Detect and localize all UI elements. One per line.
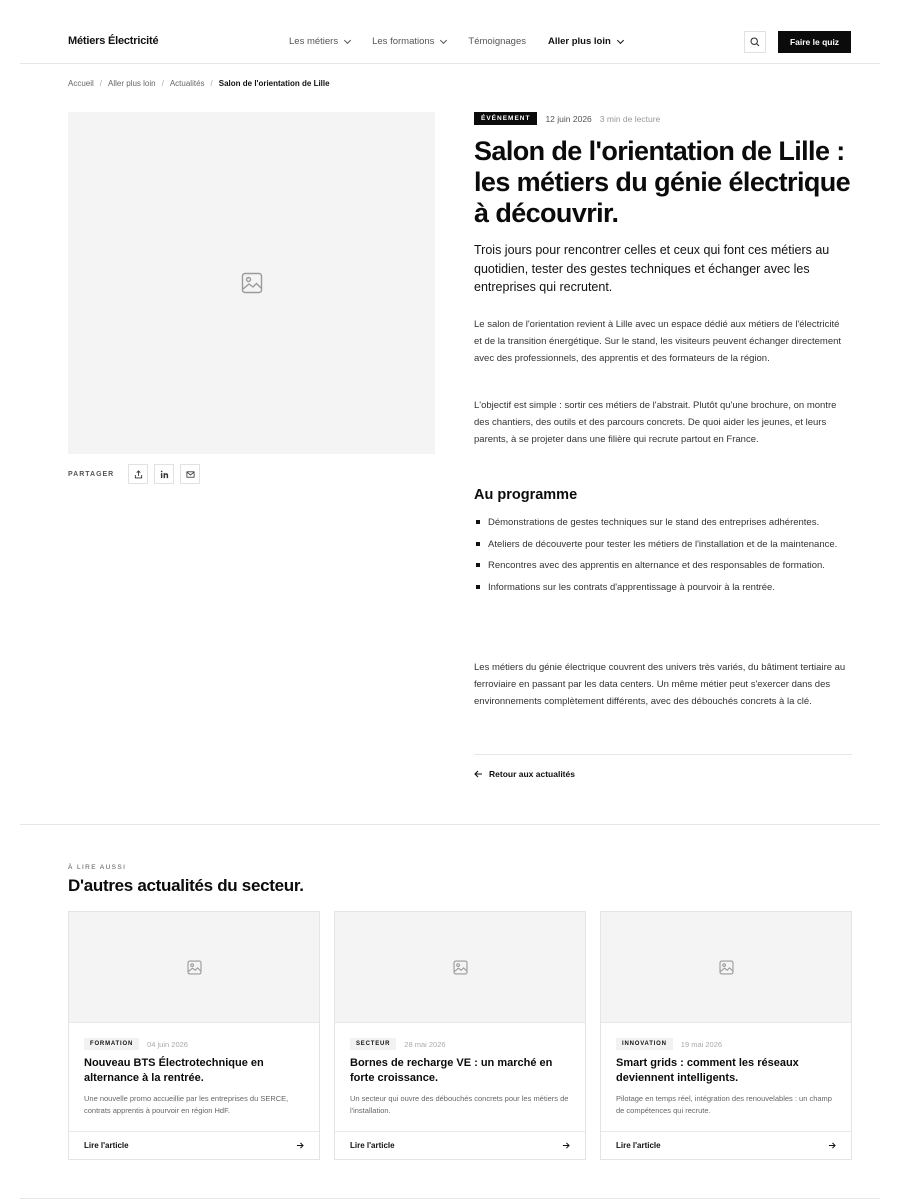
image-icon (719, 960, 734, 975)
read-time: 3 min de lecture (599, 113, 661, 124)
chevron-down-icon (617, 36, 624, 43)
card-image-placeholder (601, 912, 851, 1023)
arrow-right-icon (828, 1142, 836, 1149)
nav-les-formations[interactable] (372, 36, 446, 47)
read-article-link[interactable]: Lire l'article (350, 1141, 395, 1150)
card-footer[interactable] (335, 1131, 585, 1159)
footer-divider (20, 1198, 880, 1199)
nav-temoignages[interactable] (468, 36, 526, 47)
linkedin-button[interactable] (154, 464, 174, 484)
nav-label: Témoignages (468, 36, 526, 47)
related-cards (68, 911, 852, 1160)
card-meta (84, 1038, 188, 1050)
main-nav (289, 36, 645, 47)
share-label: PARTAGER (68, 470, 115, 478)
read-article-link[interactable]: Lire l'article (616, 1141, 661, 1150)
card-badge: SECTEUR (350, 1038, 396, 1050)
mail-icon (186, 470, 195, 479)
article-date: 12 juin 2026 (545, 113, 592, 124)
hero-image-placeholder (68, 112, 435, 454)
section-divider (20, 824, 880, 825)
breadcrumb (68, 79, 330, 88)
program-heading: Au programme (474, 487, 578, 503)
arrow-right-icon (296, 1142, 304, 1149)
read-article-link[interactable]: Lire l'article (84, 1141, 129, 1150)
breadcrumb-separator: / (210, 79, 213, 88)
section-title: D'autres actualités du secteur. (68, 876, 304, 895)
card-date: 19 mai 2026 (680, 1039, 723, 1049)
card-title: Nouveau BTS Électrotechnique en alternance à la rentrée. (84, 1057, 264, 1084)
card-title: Smart grids : comment les réseaux deviennent intelligents. (616, 1057, 799, 1084)
search-button[interactable] (744, 31, 766, 53)
article-meta (474, 112, 660, 125)
back-to-news-link[interactable] (474, 769, 575, 779)
image-icon (187, 960, 202, 975)
quiz-button[interactable]: Faire le quiz (778, 31, 851, 53)
breadcrumb-item-accueil[interactable]: Accueil (68, 79, 94, 88)
card-image-placeholder (69, 912, 319, 1023)
share-button[interactable] (128, 464, 148, 484)
card-footer[interactable] (69, 1131, 319, 1159)
article-paragraph: Le salon de l'orientation revient à Lille avec un espace dédié aux métiers de l'électricité et de la transition énergétique. Sur le stand, les visiteurs peuvent échanger directement avec des professionnels, des apprentis et des formateurs de la région. (474, 319, 842, 364)
article-lead: Trois jours pour rencontrer celles et ceux qui font ces métiers au quotidien, tester des gestes techniques et échanger avec les entreprises qui recrutent. (474, 243, 830, 294)
arrow-left-icon (474, 770, 483, 778)
card-date: 28 mai 2026 (404, 1039, 446, 1049)
breadcrumb-separator: / (161, 79, 164, 88)
share-icon (134, 470, 143, 479)
card-badge: INNOVATION (616, 1038, 673, 1050)
image-icon (241, 272, 263, 294)
list-item: Démonstrations de gestes techniques sur le stand des entreprises adhérentes. (474, 515, 846, 531)
news-card[interactable] (334, 911, 586, 1160)
search-icon (750, 37, 760, 47)
back-label: Retour aux actualités (489, 769, 575, 779)
image-icon (453, 960, 468, 975)
program-list (474, 515, 846, 601)
chevron-down-icon (344, 36, 351, 43)
nav-aller-plus-loin[interactable] (548, 36, 623, 47)
card-meta (616, 1038, 722, 1050)
article-paragraph: Les métiers du génie électrique couvrent des univers très variés, du bâtiment tertiaire au ferroviaire en passant par les data centers. Un même métier peut s'exercer dans des environnements complètement différents, avec des débouchés concrets à la clé. (474, 662, 846, 707)
arrow-right-icon (562, 1142, 570, 1149)
share-bar (68, 464, 200, 484)
nav-label: Les métiers (289, 36, 339, 47)
breadcrumb-item-actualites[interactable]: Actualités (169, 79, 205, 88)
card-meta (350, 1038, 446, 1050)
breadcrumb-separator: / (99, 79, 103, 88)
category-badge: ÉVÉNEMENT (474, 112, 537, 125)
card-image-placeholder (335, 912, 585, 1023)
news-card[interactable] (600, 911, 852, 1160)
card-description: Pilotage en temps réel, intégration des renouvelables : un champ de compétences qui recrute. (616, 1094, 832, 1115)
article-title: Salon de l'orientation de Lille : les métiers du génie électrique à découvrir. (474, 136, 851, 228)
list-item: Informations sur les contrats d'apprentissage à pourvoir à la rentrée. (474, 580, 846, 596)
card-title: Bornes de recharge VE : un marché en forte croissance. (350, 1057, 553, 1084)
news-card[interactable] (68, 911, 320, 1160)
card-date: 04 juin 2026 (147, 1039, 188, 1049)
article-paragraph: L'objectif est simple : sortir ces métiers de l'abstrait. Plutôt qu'une brochure, on montre des chantiers, des outils et des parcours concrets. De quoi aider les jeunes, et leurs parents, à se projeter dans une filière qui recrute partout en France. (474, 400, 837, 445)
nav-les-metiers[interactable] (289, 36, 350, 47)
brand-logo[interactable]: Métiers Électricité (68, 35, 159, 47)
card-badge: FORMATION (84, 1038, 139, 1050)
card-footer[interactable] (601, 1131, 851, 1159)
nav-label: Les formations (372, 36, 435, 47)
section-eyebrow: À LIRE AUSSI (68, 864, 127, 871)
linkedin-icon (160, 470, 169, 479)
list-item: Rencontres avec des apprentis en alternance et des responsables de formation. (474, 558, 846, 574)
chevron-down-icon (440, 36, 447, 43)
divider (474, 754, 852, 755)
mail-button[interactable] (180, 464, 200, 484)
card-description: Une nouvelle promo accueillie par les entreprises du SERCE, contrats apprentis à pourvoir en région HdF. (84, 1094, 289, 1115)
breadcrumb-item-aller-plus-loin[interactable]: Aller plus loin (108, 79, 156, 88)
site-header (20, 0, 880, 64)
card-description: Un secteur qui ouvre des débouchés concrets pour les métiers de l'installation. (350, 1094, 569, 1115)
breadcrumb-current: Salon de l'orientation de Lille (218, 79, 330, 88)
list-item: Ateliers de découverte pour tester les métiers de l'installation et de la maintenance. (474, 537, 846, 553)
nav-label: Aller plus loin (547, 36, 611, 47)
